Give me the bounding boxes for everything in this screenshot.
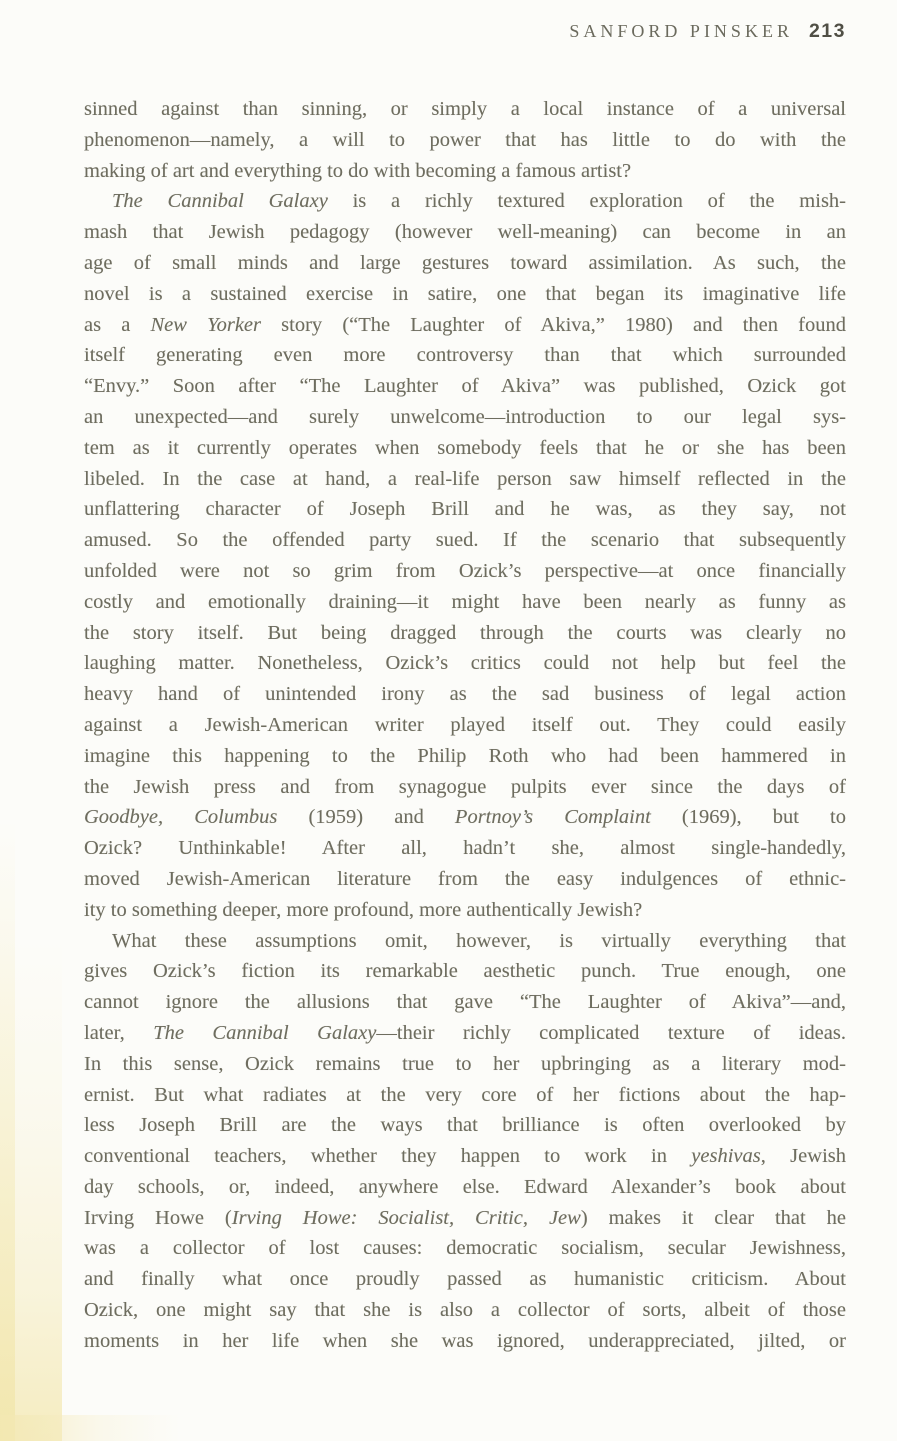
text-line <box>84 1264 846 1295</box>
text-line <box>84 125 846 156</box>
text-line <box>84 371 846 402</box>
text-line <box>84 833 846 864</box>
scan-edge-tint <box>0 941 62 1441</box>
running-head-author: SANFORD PINSKER <box>569 21 793 41</box>
text-segment: imagine this happening to the Philip Roth who had been hammered in <box>84 744 846 767</box>
text-line <box>84 679 846 710</box>
page-number: 213 <box>808 20 846 42</box>
text-line <box>84 1141 846 1172</box>
text-line <box>84 156 846 187</box>
page-body <box>84 94 846 1357</box>
text-segment: Ozick? Unthinkable! After all, hadn’t she, almost single-handedly, <box>84 837 846 860</box>
paragraph <box>84 186 846 925</box>
text-segment: was a collector of lost causes: democratic socialism, secular Jewishness, <box>84 1237 846 1260</box>
text-line <box>84 772 846 803</box>
text-line <box>84 94 846 125</box>
text-line <box>84 217 846 248</box>
scan-edge-tint-strip <box>0 821 15 1441</box>
text-line <box>84 1110 846 1141</box>
text-segment: the Jewish press and from synagogue pulpits ever since the days of <box>84 775 846 798</box>
text-line <box>84 741 846 772</box>
italic-text-segment: The Cannibal Galaxy <box>153 1021 377 1044</box>
paragraph <box>84 94 846 186</box>
text-line <box>84 186 846 217</box>
text-segment: conventional teachers, whether they happen to work in <box>84 1145 692 1168</box>
text-line <box>84 1172 846 1203</box>
text-segment: —their richly complicated texture of ideas. <box>376 1021 846 1044</box>
text-line <box>84 618 846 649</box>
text-segment: ernist. But what radiates at the very core of her fictions about the hap- <box>84 1083 846 1106</box>
text-line <box>84 1049 846 1080</box>
text-segment: age of small minds and large gestures toward assimilation. As such, the <box>84 251 846 274</box>
text-line <box>84 464 846 495</box>
text-segment: libeled. In the case at hand, a real-life person saw himself reflected in the <box>84 467 846 490</box>
text-segment: sinned against than sinning, or simply a local instance of a universal <box>84 98 846 120</box>
text-segment: moments in her life when she was ignored, underappreciated, jilted, or <box>84 1329 846 1352</box>
text-line <box>84 1080 846 1111</box>
text-segment: Ozick, one might say that she is also a collector of sorts, albeit of those <box>84 1299 846 1322</box>
text-segment: gives Ozick’s fiction its remarkable aesthetic punch. True enough, one <box>84 960 846 983</box>
text-segment: unflattering character of Joseph Brill and he was, as they say, not <box>84 498 846 521</box>
italic-text-segment: Goodbye, Columbus <box>84 806 278 829</box>
scan-edge-tint-foot <box>0 1415 180 1441</box>
text-segment: mash that Jewish pedagogy (however well-meaning) can become in an <box>84 221 846 244</box>
text-line <box>84 340 846 371</box>
text-segment: as a <box>84 313 151 336</box>
text-segment: ) makes it clear that he <box>580 1206 846 1229</box>
text-line <box>84 956 846 987</box>
text-segment: phenomenon—namely, a will to power that has little to do with the <box>84 128 846 151</box>
text-line <box>84 248 846 279</box>
text-line <box>84 556 846 587</box>
text-line <box>84 433 846 464</box>
text-segment: is a richly textured exploration of the mish- <box>327 190 846 213</box>
text-segment: heavy hand of unintended irony as the sad business of legal action <box>84 683 846 706</box>
text-segment: amused. So the offended party sued. If the scenario that subsequently <box>84 529 846 552</box>
text-line <box>84 987 846 1018</box>
text-segment: moved Jewish-American literature from the easy indulgences of ethnic- <box>84 867 846 890</box>
text-segment: (1969), but to <box>650 806 846 829</box>
text-segment: (1959) and <box>277 806 455 829</box>
text-line <box>84 1018 846 1049</box>
text-segment: unfolded were not so grim from Ozick’s perspective—at once financially <box>84 559 846 582</box>
text-line <box>84 802 846 833</box>
text-line <box>84 1233 846 1264</box>
text-line <box>84 494 846 525</box>
paragraph <box>84 926 846 1357</box>
text-segment: “Envy.” Soon after “The Laughter of Akiva” was published, Ozick got <box>84 375 846 398</box>
text-segment: itself generating even more controversy than that which surrounded <box>84 344 846 367</box>
italic-text-segment: yeshivas <box>691 1145 761 1168</box>
text-segment: costly and emotionally draining—it might have been nearly as funny as <box>84 590 846 613</box>
text-line <box>84 710 846 741</box>
text-line <box>84 1326 846 1357</box>
italic-text-segment: New Yorker <box>150 313 262 336</box>
text-line <box>84 926 846 957</box>
text-segment: later, <box>84 1021 154 1044</box>
text-segment: making of art and everything to do with becoming a famous artist? <box>84 159 632 182</box>
text-segment: the story itself. But being dragged through the courts was clearly no <box>84 621 846 644</box>
text-line <box>84 1295 846 1326</box>
text-segment: tem as it currently operates when somebody feels that he or she has been <box>84 436 846 459</box>
text-segment: laughing matter. Nonetheless, Ozick’s critics could not help but feel the <box>84 652 846 675</box>
text-segment: and finally what once proudly passed as humanistic criticism. About <box>84 1268 846 1291</box>
text-segment: ity to something deeper, more profound, more authentically Jewish? <box>84 898 643 921</box>
text-segment: an unexpected—and surely unwelcome—introduction to our legal sys- <box>84 405 846 428</box>
text-line <box>84 279 846 310</box>
text-line <box>84 648 846 679</box>
text-segment: What these assumptions omit, however, is virtually everything that <box>112 929 846 952</box>
text-segment: Irving Howe ( <box>84 1206 232 1229</box>
italic-text-segment: Portnoy’s Complaint <box>454 806 651 829</box>
text-segment: story (“The Laughter of Akiva,” 1980) and then found <box>261 313 846 336</box>
text-line <box>84 864 846 895</box>
text-segment: novel is a sustained exercise in satire, one that began its imaginative life <box>84 282 846 305</box>
text-segment: , Jewish <box>760 1145 846 1168</box>
italic-text-segment: Irving Howe: Socialist, Critic, Jew <box>231 1206 581 1229</box>
text-segment: less Joseph Brill are the ways that brilliance is often overlooked by <box>84 1114 846 1137</box>
text-segment: cannot ignore the allusions that gave “The Laughter of Akiva”—and, <box>84 991 846 1014</box>
text-line <box>84 587 846 618</box>
text-line <box>84 310 846 341</box>
text-line <box>84 895 846 926</box>
text-line <box>84 402 846 433</box>
text-segment: day schools, or, indeed, anywhere else. Edward Alexander’s book about <box>84 1175 846 1198</box>
italic-text-segment: The Cannibal Galaxy <box>112 190 328 213</box>
text-line <box>84 1203 846 1234</box>
text-line <box>84 525 846 556</box>
text-segment: against a Jewish-American writer played itself out. They could easily <box>84 713 846 736</box>
text-segment: In this sense, Ozick remains true to her upbringing as a literary mod- <box>84 1052 846 1075</box>
running-header <box>84 20 846 43</box>
